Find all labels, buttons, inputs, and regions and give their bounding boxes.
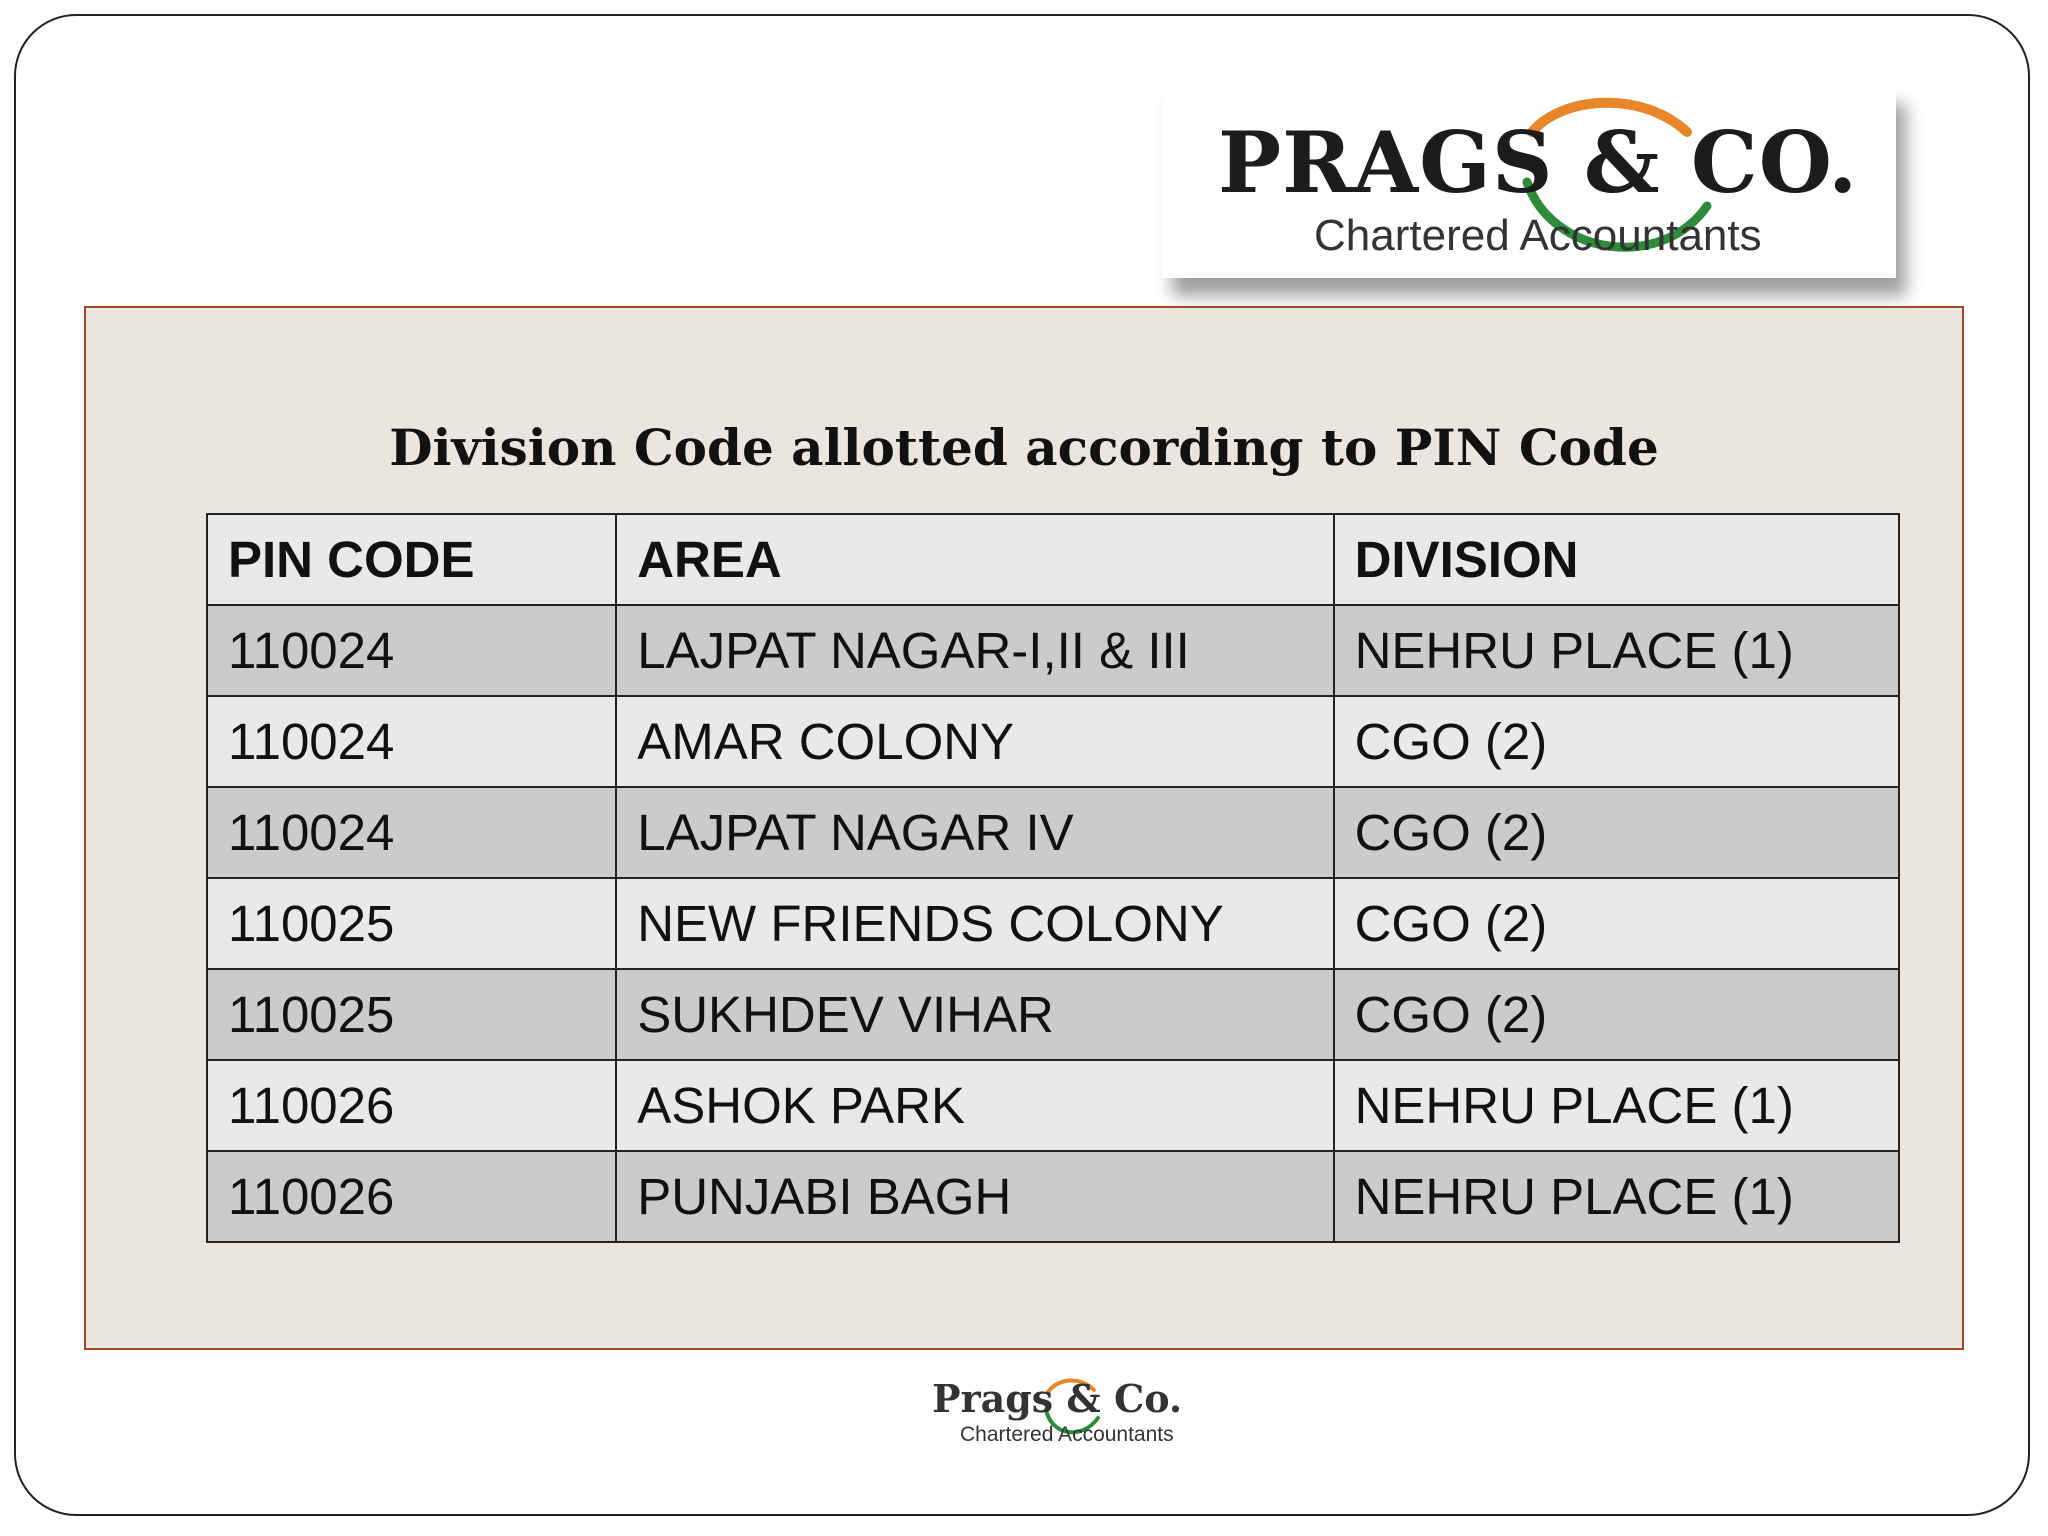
header-division: DIVISION — [1334, 514, 1899, 605]
table-row — [207, 878, 1899, 969]
cell-area: LAJPAT NAGAR-I,II & III — [616, 605, 1333, 696]
table-row — [207, 1151, 1899, 1242]
cell-division: CGO (2) — [1334, 696, 1899, 787]
header-area: AREA — [616, 514, 1333, 605]
table-row — [207, 787, 1899, 878]
cell-pin-code: 110024 — [207, 787, 616, 878]
logo-tagline: Chartered Accountants — [1314, 211, 1762, 260]
cell-area: SUKHDEV VIHAR — [616, 969, 1333, 1060]
table-row — [207, 696, 1899, 787]
cell-area: ASHOK PARK — [616, 1060, 1333, 1151]
cell-pin-code: 110025 — [207, 969, 616, 1060]
logo-brand-text: PRAGS & CO. — [1218, 113, 1859, 212]
cell-pin-code: 110025 — [207, 878, 616, 969]
cell-area: NEW FRIENDS COLONY — [616, 878, 1333, 969]
cell-pin-code: 110024 — [207, 696, 616, 787]
content-panel — [84, 306, 1964, 1350]
footer-logo-tagline: Chartered Accountants — [960, 1423, 1174, 1446]
company-logo — [1162, 86, 1896, 278]
slide-title: Division Code allotted according to PIN Code — [389, 418, 1659, 477]
table-row — [207, 1060, 1899, 1151]
footer-logo — [930, 1374, 1190, 1454]
cell-pin-code: 110026 — [207, 1151, 616, 1242]
cell-pin-code: 110026 — [207, 1060, 616, 1151]
cell-pin-code: 110024 — [207, 605, 616, 696]
cell-division: CGO (2) — [1334, 787, 1899, 878]
table-row — [207, 605, 1899, 696]
cell-division: CGO (2) — [1334, 969, 1899, 1060]
footer-logo-brand-text: Prags & Co. — [932, 1376, 1183, 1421]
cell-area: AMAR COLONY — [616, 696, 1333, 787]
cell-division: CGO (2) — [1334, 878, 1899, 969]
header-pin-code: PIN CODE — [207, 514, 616, 605]
cell-area: PUNJABI BAGH — [616, 1151, 1333, 1242]
cell-division: NEHRU PLACE (1) — [1334, 605, 1899, 696]
table-header-row — [207, 514, 1899, 605]
cell-division: NEHRU PLACE (1) — [1334, 1151, 1899, 1242]
cell-division: NEHRU PLACE (1) — [1334, 1060, 1899, 1151]
table-row — [207, 969, 1899, 1060]
pin-code-table — [206, 513, 1900, 1243]
cell-area: LAJPAT NAGAR IV — [616, 787, 1333, 878]
